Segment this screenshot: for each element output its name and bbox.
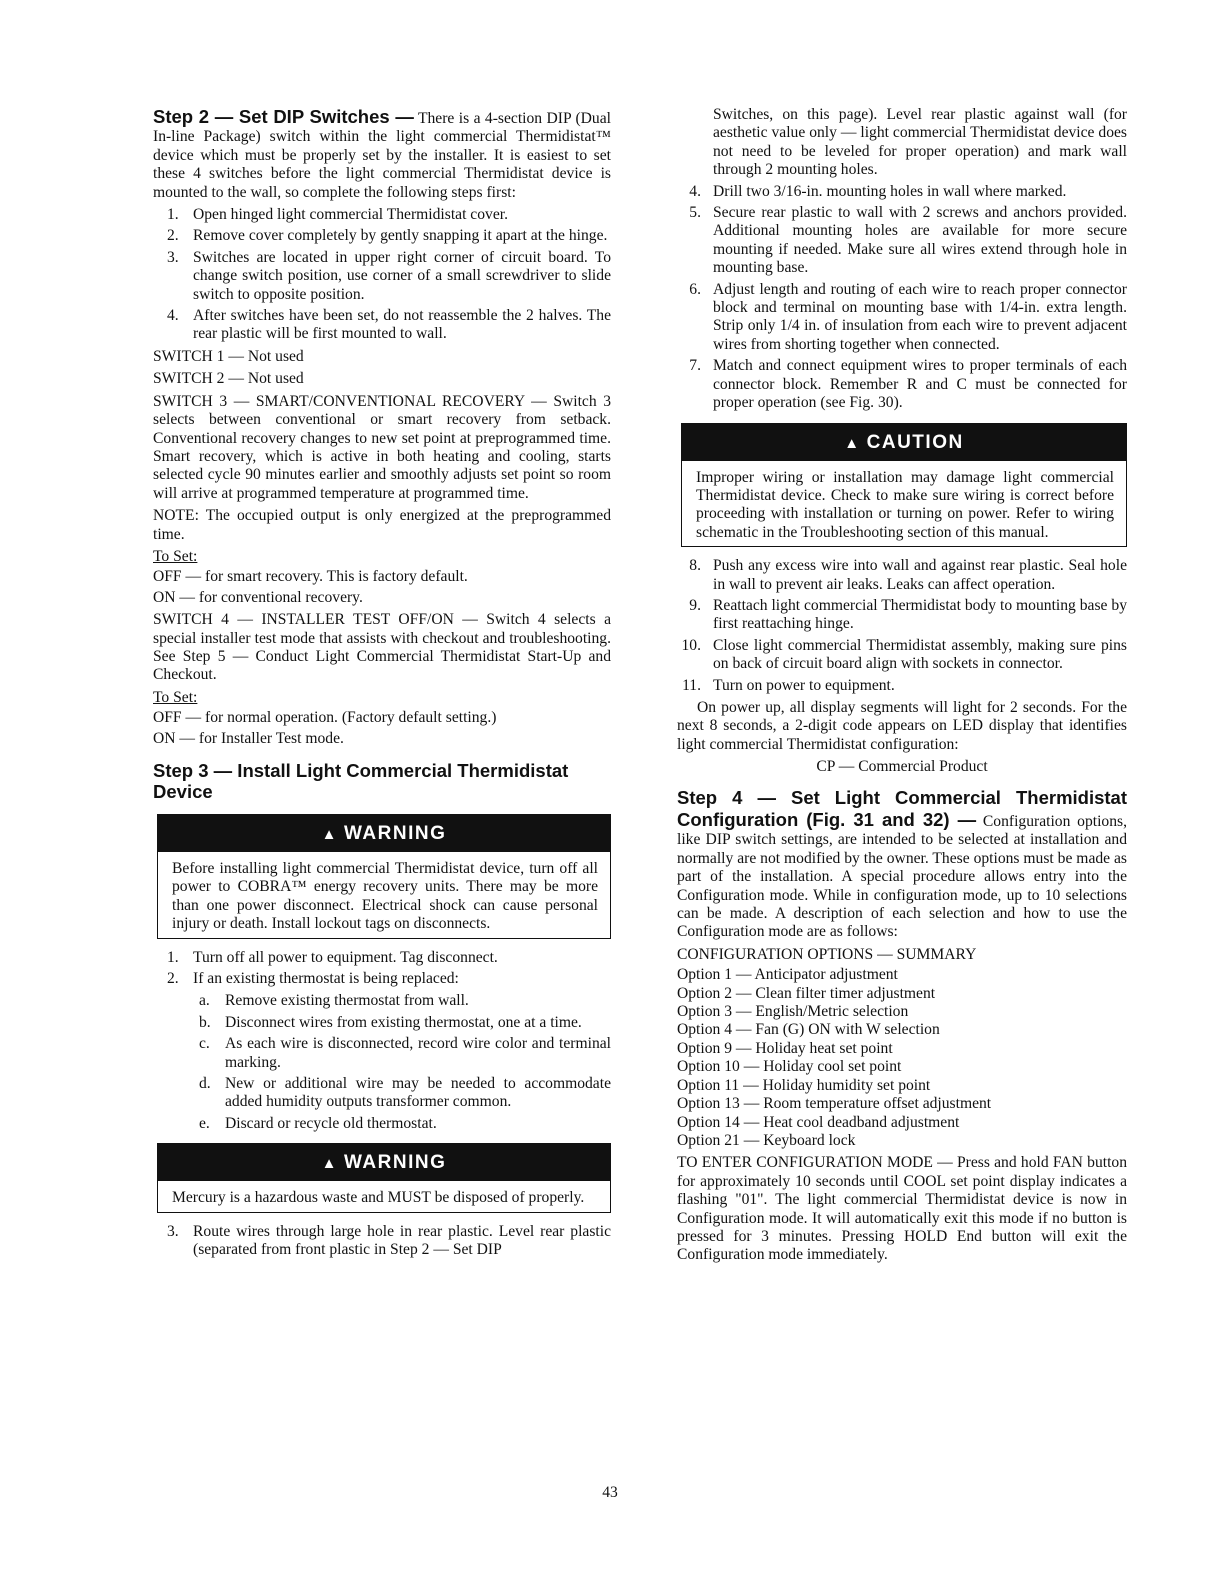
step2-list — [153, 206, 611, 344]
switch4-text: SWITCH 4 — INSTALLER TEST OFF/ON — Switch 4 selects a special installer test mode that assists with checkout and troubleshooting. See Step 5 — Conduct Light Commercial Thermidistat Start-Up and Checkout. — [153, 611, 611, 684]
step3-heading: Step 3 — Install Light Commercial Thermidistat Device — [153, 760, 569, 802]
warning-triangle-icon: ▲ — [321, 1155, 339, 1173]
caution-text: Improper wiring or installation may damage light commercial Thermidistat device. Check to make sure wiring is correct before proceeding with installation or turning on power. Refer to wiring schematic in the Troubleshooting section of this manual. — [696, 468, 1114, 541]
to-set-label: To Set: — [153, 547, 198, 565]
warning-triangle-icon: ▲ — [321, 826, 339, 843]
caution-banner: ▲ CAUTION — [682, 424, 1126, 461]
list-item: 7. Match and connect equipment wires to proper terminals of each connector block. Remember R and C must be connected for proper operation (see Fig. 30). — [689, 357, 1127, 412]
list-item: Option 13 — Room temperature offset adjustment — [677, 1095, 992, 1113]
step3-sublist — [153, 992, 611, 1133]
list-item: 11. Turn on power to equipment. — [682, 676, 895, 694]
step2-paragraph — [153, 106, 611, 202]
warning-box — [157, 1143, 611, 1212]
list-item: 6. Adjust length and routing of each wire to reach proper connector block and terminal on mounting base with 1/4-in. extra length. Strip only 1/4 in. of insulation from each wire to prevent adjacent wires from shorting together when connected. — [689, 280, 1127, 353]
switch1-text: SWITCH 1 — Not used — [153, 347, 304, 365]
list-item: 2. Remove cover completely by gently snapping it apart at the hinge. — [167, 227, 608, 245]
to-set-label: To Set: — [153, 688, 198, 706]
list-item: 10. Close light commercial Thermidistat assembly, making sure pins on back of circuit board align with sockets in connector. — [681, 636, 1127, 673]
list-item: Switches, on this page). Level rear plastic against wall (for aesthetic value only — light commercial Thermidistat device does not need to be leveled for proper operation) and mark wall through 2 mounting holes. — [713, 106, 1127, 179]
list-item: Option 10 — Holiday cool set point — [677, 1058, 902, 1076]
list-item: 5. Secure rear plastic to wall with 2 screws and anchors provided. Additional mounting holes are available for more secure mounting if needed. Make sure all wires extend through hole in mounting base. — [689, 204, 1127, 277]
list-item: Option 3 — English/Metric selection — [677, 1003, 909, 1021]
list-item: Option 4 — Fan (G) ON with W selection — [677, 1021, 940, 1039]
list-item: 1. Open hinged light commercial Thermidistat cover. — [167, 206, 508, 224]
list-item: c. As each wire is disconnected, record wire color and terminal marking. — [199, 1035, 611, 1071]
off-normal-text: OFF — for normal operation. (Factory default setting.) — [153, 709, 497, 727]
power-up-text: On power up, all display segments will light for 2 seconds. For the next 8 seconds, a 2-digit code appears on LED display that identifies light commercial Thermidistat configuration: — [677, 698, 1127, 753]
config-options-list — [677, 966, 1127, 1150]
list-item: Option 9 — Holiday heat set point — [677, 1039, 893, 1057]
caution-box — [681, 423, 1127, 548]
switch3-text: SWITCH 3 — SMART/CONVENTIONAL RECOVERY — Switch 3 selects between conventional or smart recovery from setback. Conventional recovery changes to new set point at preprogrammed time. Smart recovery, which is active in both heating and cooling, starts selected cycle 90 minutes earlier and smoothly adjusts set point so room will arrive at programmed temperature at programmed time. — [153, 392, 611, 502]
list-item: 1. Turn off all power to equipment. Tag disconnect. — [167, 948, 498, 966]
list-item: b. Disconnect wires from existing thermostat, one at a time. — [199, 1013, 582, 1031]
step4-heading: Step 4 — Set Light Commercial Thermidistat Configuration (Fig. 31 and 32) — — [677, 786, 1127, 830]
warning-banner: ▲ WARNING — [158, 1144, 610, 1181]
cp-line: CP — Commercial Product — [816, 758, 988, 776]
list-item: Option 1 — Anticipator adjustment — [677, 966, 898, 984]
list-item: 3. Route wires through large hole in rear plastic. Level rear plastic (separated from front plastic in Step 2 — Set DIP — [167, 1222, 611, 1259]
step2-heading: Step 2 — Set DIP Switches — — [153, 106, 414, 127]
step3-list-continued — [153, 1223, 611, 1260]
step3-list — [153, 949, 611, 989]
on-conventional-text: ON — for conventional recovery. — [153, 588, 363, 606]
switch2-text: SWITCH 2 — Not used — [153, 370, 304, 388]
list-item: Option 2 — Clean filter timer adjustment — [677, 984, 936, 1002]
list-item: Option 11 — Holiday humidity set point — [677, 1076, 931, 1094]
step4-paragraph — [677, 787, 1127, 942]
list-item: 3. Switches are located in upper right corner of circuit board. To change switch position, use corner of a small screwdriver to slide switch to opposite position. — [167, 248, 611, 303]
step2-intro: There is a 4-section DIP (Dual In-line Package) switch within the light commercial Thermidistat™ device which must be properly set by the installer. It is easiest to set these 4 switches before the light commercial Thermidistat device is mounted to the wall, so complete the following steps first: — [153, 110, 611, 201]
config-summary-heading: CONFIGURATION OPTIONS — SUMMARY — [677, 945, 977, 963]
list-item: 4. After switches have been set, do not reassemble the 2 halves. The rear plastic will be first mounted to wall. — [167, 307, 611, 343]
list-item: 4. Drill two 3/16-in. mounting holes in wall where marked. — [689, 182, 1067, 200]
enter-config-text: TO ENTER CONFIGURATION MODE — Press and hold FAN button for approximately 10 seconds until COOL set point display indicates a flashing "01". The light commercial Thermidistat device is now in Configuration mode. It will automatically exit this mode if no button is pressed for 3 minutes. Pressing HOLD End button will exit the Configuration mode immediately. — [677, 1154, 1127, 1264]
right-column — [677, 106, 1127, 1269]
list-item: Option 21 — Keyboard lock — [677, 1131, 856, 1149]
continued-list — [677, 106, 1127, 413]
left-column — [153, 106, 611, 1264]
off-smart-text: OFF — for smart recovery. This is factory default. — [153, 568, 468, 586]
list-item: 9. Reattach light commercial Thermidistat body to mounting base by first reattaching hinge. — [689, 596, 1127, 633]
list-item: a. Remove existing thermostat from wall. — [199, 992, 469, 1010]
install-list-b — [677, 557, 1127, 695]
warning-text: Mercury is a hazardous waste and MUST be disposed of properly. — [172, 1189, 585, 1207]
list-item: Option 14 — Heat cool deadband adjustment — [677, 1113, 960, 1131]
caution-triangle-icon: ▲ — [844, 434, 861, 452]
list-item: e. Discard or recycle old thermostat. — [199, 1114, 437, 1132]
list-item: 8. Push any excess wire into wall and against rear plastic. Seal hole in wall to prevent air leaks. Leaks can affect operation. — [689, 557, 1127, 593]
warning-text: Before installing light commercial Thermidistat device, turn off all power to COBRA™ energy recovery units. There may be more than one power disconnect. Electrical shock can cause personal injury or death. Install lockout tags on disconnects. — [172, 860, 598, 933]
warning-banner: ▲ WARNING — [158, 815, 610, 852]
note-text: NOTE: The occupied output is only energized at the preprogrammed time. — [153, 507, 611, 543]
list-item: 2. If an existing thermostat is being replaced: — [167, 970, 459, 988]
on-installer-text: ON — for Installer Test mode. — [153, 729, 344, 747]
step4-intro: Configuration options, like DIP switch settings, are intended to be selected at installation and normally are not modified by the owner. These options must be made as part of the installation. A special procedure allows entry into the Configuration mode. While in configuration mode, up to 10 selections can be made. A description of each selection and how to use the Configuration mode are as follows: — [677, 813, 1127, 941]
list-item: d. New or additional wire may be needed to accommodate added humidity outputs transformer common. — [199, 1075, 611, 1111]
warning-box — [157, 814, 611, 939]
page-number: 43 — [602, 1484, 618, 1501]
